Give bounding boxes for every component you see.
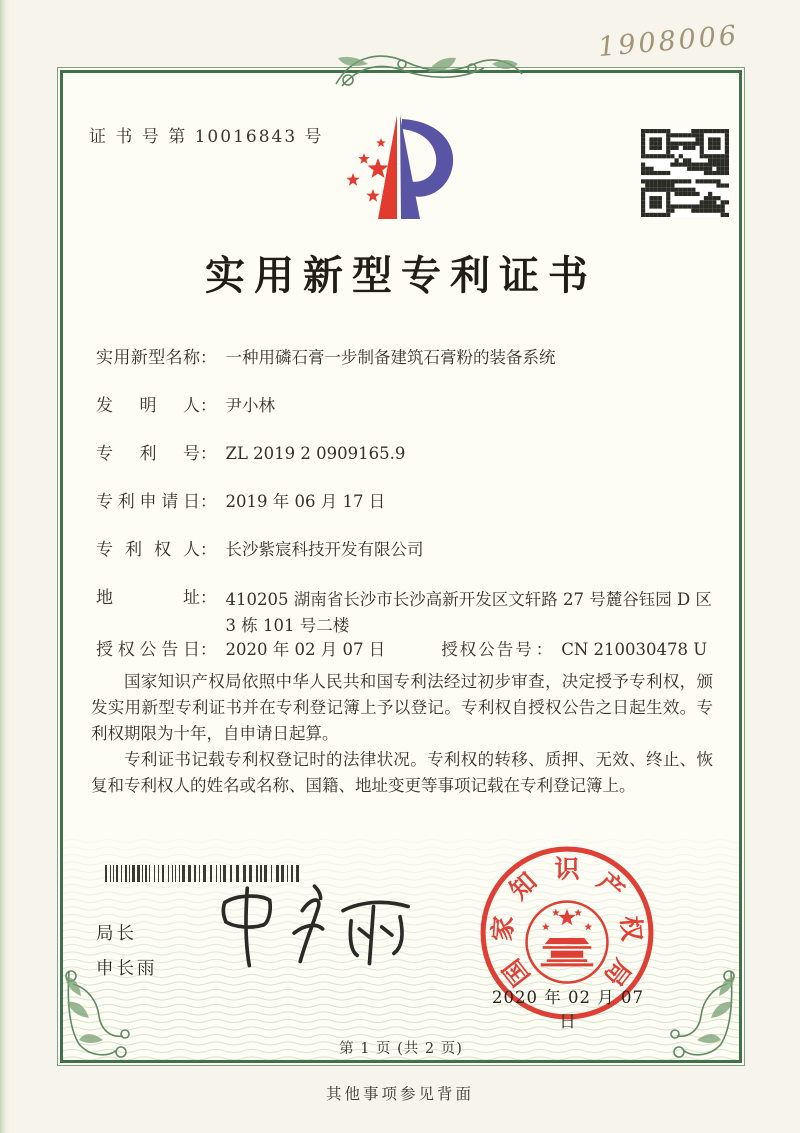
qr-code (641, 129, 729, 217)
legal-paragraph-1: 国家知识产权局依照中华人民共和国专利法经过初步审查，决定授予专利权，颁发实用新型专利证书并在专利登记簿上予以登记。专利权自授权公告之日起生效。专利权期限为十年，自申请日起算。 (91, 672, 713, 743)
field-colon: ： (200, 396, 217, 415)
certificate-border-frame (57, 67, 745, 1066)
field-colon: ： (200, 640, 217, 659)
field-value: ZL 2019 2 0909165.9 (225, 444, 406, 463)
field-value: CN 210030478 U (561, 640, 708, 659)
svg-text:权: 权 (615, 914, 648, 943)
field-label: 专利号 (96, 444, 200, 464)
page-number: 第 1 页 (共 2 页) (339, 1041, 463, 1057)
legal-paragraph-2: 专利证书记载专利权登记时的法律状况。专利权的转移、质押、无效、终止、恢复和专利权人的姓名或名称、国籍、地址变更等事项记载在专利登记簿上。 (91, 750, 713, 795)
field-row-address (96, 587, 721, 639)
handwritten-serial-number: 1908006 (596, 19, 741, 64)
director-signature (208, 876, 423, 988)
field-value: 2019 年 06 月 17 日 (225, 492, 386, 511)
certificate-title: 实用新型专利证书 (205, 252, 597, 299)
field-value: 2020 年 02 月 07 日 (225, 640, 386, 659)
cnipa-logo (339, 111, 471, 231)
national-emblem (527, 902, 608, 983)
field-row-grant (96, 639, 721, 661)
top-border-ornament (332, 44, 528, 94)
logo-blue-bowl (402, 119, 453, 197)
field-value: 410205 湖南省长沙市长沙高新开发区文轩路 27 号麓谷钰园 D 区 3 栋 101 号二楼 (225, 590, 712, 635)
field-colon: ： (200, 444, 217, 463)
field-label: 实用新型名称 (96, 348, 200, 368)
officer-title: 局长 (96, 924, 137, 944)
field-colon: ： (200, 588, 217, 607)
certificate-number: 证 书 号 第 10016843 号 (89, 127, 324, 147)
field-value: 一种用磷石膏一步制备建筑石膏粉的装备系统 (225, 348, 556, 367)
field-label: 地址 (96, 588, 200, 608)
field-pair-grant-number (441, 639, 707, 661)
svg-text:家: 家 (486, 914, 519, 943)
bottom-left-corner-ornament (59, 966, 141, 1060)
back-note: 其他事项参见背面 (325, 1085, 474, 1103)
svg-text:产: 产 (591, 866, 631, 906)
field-label: 授权公告号 (441, 640, 534, 659)
field-label: 专利申请日 (96, 492, 200, 512)
svg-text:识: 识 (554, 853, 580, 884)
field-row-patent-no (96, 443, 721, 465)
svg-text:国: 国 (496, 953, 536, 993)
field-label: 专利权人 (96, 540, 200, 560)
bottom-right-corner-ornament (659, 966, 741, 1060)
field-colon: ： (200, 348, 217, 367)
field-value: 尹小林 (225, 396, 275, 415)
scan-edge (0, 0, 10, 1133)
field-label: 授权公告日 (96, 640, 200, 660)
field-colon: ： (535, 640, 553, 659)
legal-text (91, 669, 713, 799)
officer-name: 申长雨 (96, 959, 158, 979)
field-colon: ： (200, 492, 217, 511)
field-value: 长沙紫宸科技开发有限公司 (225, 540, 424, 559)
field-row-patentee (96, 539, 721, 561)
logo-stars (346, 138, 388, 202)
certificate-fields (96, 347, 721, 687)
svg-text:局: 局 (598, 953, 638, 993)
seal-date: 2020 年 02 月 07 日 (492, 988, 644, 1031)
field-row-name (96, 347, 721, 369)
svg-text:知: 知 (503, 866, 543, 906)
field-colon: ： (200, 540, 217, 559)
field-label: 发明人 (96, 396, 200, 416)
field-row-filing-date (96, 491, 721, 513)
field-row-inventor (96, 395, 721, 417)
